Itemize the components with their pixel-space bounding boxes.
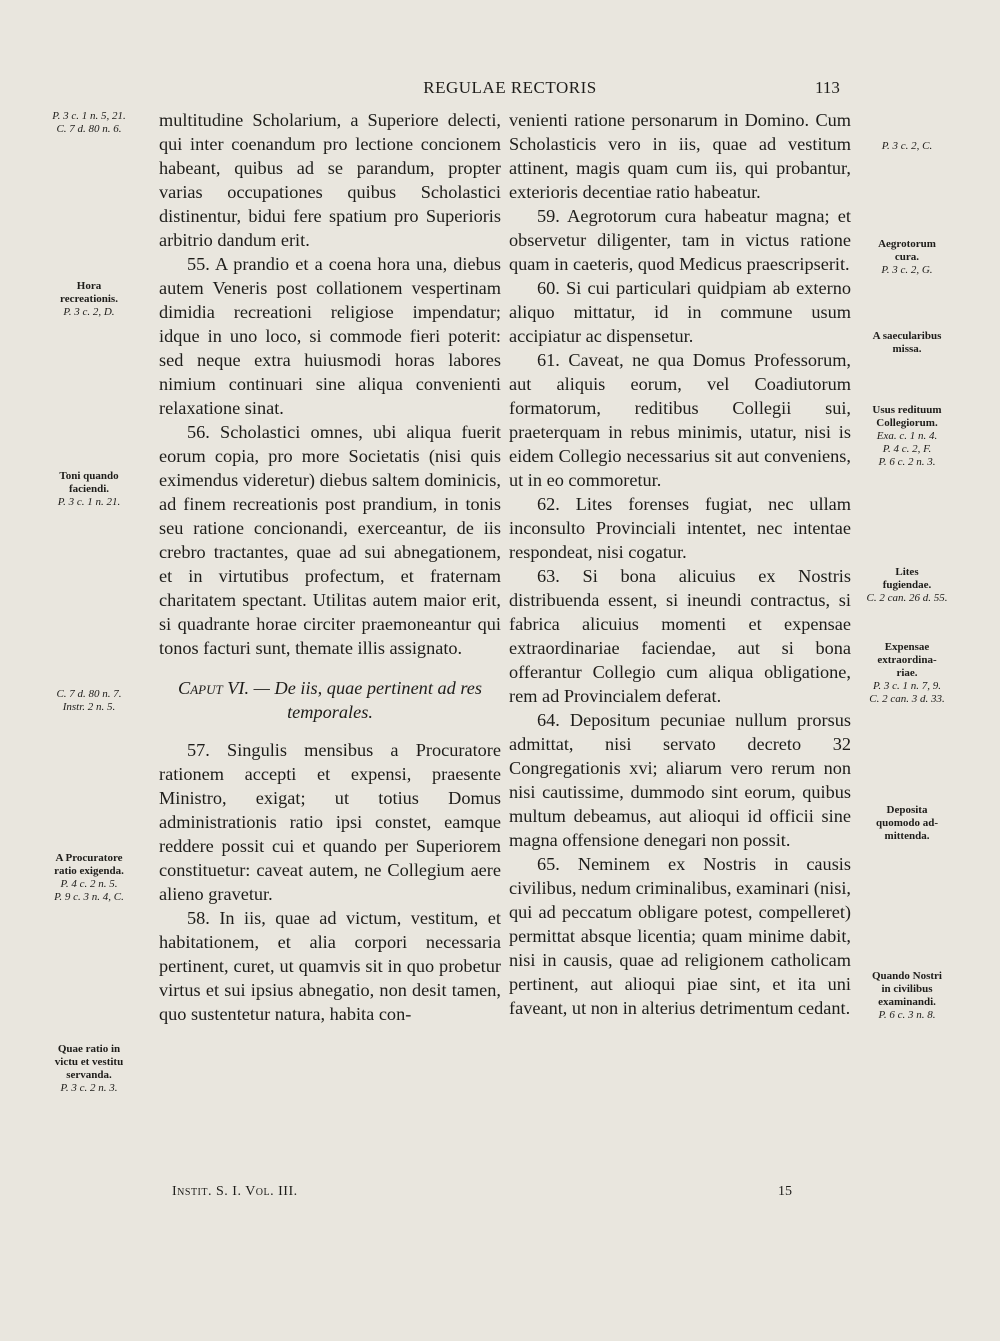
paragraph-61: 61. Caveat, ne qua Domus Professorum, aut aliquis eorum, vel Coadiutorum formatorum, reditibus Collegii sui, praeterquam in rebus minimis, utatur, nisi is eidem Collegio necessarius sit aut conveniens, ut in eo commoretur.	[509, 350, 851, 490]
right-margin-note-8	[852, 970, 962, 1022]
margin-note: Hora	[76, 280, 102, 292]
right-margin-note-7	[852, 804, 962, 843]
margin-reference: P. 6 c. 2 n. 3.	[878, 456, 936, 468]
margin-note: Deposita	[886, 804, 928, 816]
margin-note: mittenda.	[884, 830, 930, 842]
margin-note: Expensae	[884, 641, 930, 653]
margin-reference: P. 3 c. 1 n. 7, 9.	[873, 680, 941, 692]
margin-note: Usus redituum	[872, 404, 942, 416]
margin-note: riae.	[896, 667, 918, 679]
margin-note: examinandi.	[878, 996, 936, 1008]
signature-line: Instit. S. I. Vol. III.	[172, 1184, 298, 1199]
margin-note: ratio exigenda.	[54, 865, 124, 877]
margin-reference: P. 3 c. 2, C.	[881, 140, 933, 152]
left-margin-note-1	[30, 110, 148, 136]
running-title: REGULAE RECTORIS	[423, 78, 597, 97]
margin-note: recreationis.	[60, 293, 118, 305]
margin-note: A Procuratore	[55, 852, 123, 864]
margin-note: missa.	[892, 343, 922, 355]
paragraph-57: 57. Singulis mensibus a Procuratore rationem accepti et expensi, praesente Ministro, exigat; ut totius Domus administrationis ratio ipsi constet, eamque reddere possit cui et quando per Superiorem constituetur: caveat autem, ne Collegium aere alieno gravetur.	[159, 740, 501, 904]
margin-reference: C. 7 d. 80 n. 6.	[56, 123, 122, 135]
paragraph-59: 59. Aegrotorum cura habeatur magna; et observetur diligenter, tam in victus ratione quam in caeteris, quod Medicus praescripserit.	[509, 206, 851, 274]
margin-note: Collegiorum.	[876, 417, 938, 429]
right-margin-note-2	[852, 238, 962, 277]
margin-note: quomodo ad-	[875, 817, 939, 829]
page-number: 113	[815, 78, 840, 97]
paragraph-58: 58. In iis, quae ad victum, vestitum, et habitationem, et alia corpori necessaria pertinent, curet, ut quamvis sit in quo probetur virtus et sui ipsius abnegatio, non desit tamen, quo sustentetur natura, habita con-	[159, 908, 501, 1024]
chapter-title: — De iis, quae pertinent ad res temporales.	[253, 678, 482, 722]
left-margin-note-3	[30, 470, 148, 509]
margin-note: victu et vestitu	[54, 1056, 124, 1068]
margin-note: Aegrotorum	[878, 238, 936, 250]
paragraph-continued-right: venienti ratione personarum in Domino. Cum Scholasticis vero in iis, quae ad vestitum attinent, magis quam cum iis, qui probantur, exterioris decentiae ratio habeatur.	[509, 110, 851, 202]
right-text-column	[509, 108, 851, 1020]
margin-reference: P. 4 c. 2, F.	[882, 443, 932, 455]
paragraph-65: 65. Neminem ex Nostris in causis civilibus, nedum criminalibus, examinari (nisi, qui ad peccatum obligare potest, compelleret) permittat absque licentia; quam minime dabit, nisi in causis, quae ad religionem catholicam pertinent, aut alioqui piae sint, et ita uni faveant, ut non in alterius detrimentum cedant.	[509, 854, 851, 1018]
margin-reference: C. 7 d. 80 n. 7.	[56, 688, 122, 700]
margin-note: Quando Nostri	[872, 970, 942, 982]
paragraph-56: 56. Scholastici omnes, ubi aliqua fuerit eorum copia, pro more Societatis (nisi quis eximendus videretur) diebus saltem dominicis, ad finem recreationis post prandium, in tonis seu ratione concionandi, exerceantur, de iis crebro tractantes, quae ad sui abnegationem, et in virtutibus profectum, et fraternam charitatem spectant. Utilitas autem maior erit, si quadrante horae circiter praemoneantur qui tonos facturi sunt, themate illis assignato.	[159, 422, 501, 658]
margin-note: extraordina-	[877, 654, 937, 666]
paragraph-55: 55. A prandio et a coena hora una, diebus autem Veneris post collationem vespertinam dimidia recreationi religiose impendatur; idque in uno loco, si commode fieri poterit: sed neque extra huiusmodi horas labores nimium continuari sine aliqua convenienti relaxatione sinat.	[159, 254, 501, 418]
margin-note: A saecularibus	[872, 330, 942, 342]
margin-note: faciendi.	[68, 483, 110, 495]
margin-reference: P. 3 c. 2 n. 3.	[60, 1082, 118, 1094]
paragraph-64: 64. Depositum pecuniae nullum prorsus admittat, nisi servato decreto 32 Congregationis xvi; aliarum vero rerum non nisi cautissime, dummodo sint eorum, quibus multum debeamus, aut alioqui id officii sine magna offensione denegari non possit.	[509, 710, 851, 850]
left-margin-note-5	[30, 852, 148, 904]
margin-reference: P. 6 c. 3 n. 8.	[878, 1009, 936, 1021]
margin-note: cura.	[894, 251, 920, 263]
margin-reference: P. 4 c. 2 n. 5.	[60, 878, 118, 890]
chapter-label: Caput VI.	[178, 678, 250, 698]
sheet-number: 15	[778, 1184, 792, 1199]
right-margin-note-3	[852, 330, 962, 356]
right-margin-note-1	[852, 140, 962, 153]
page-footer	[0, 1184, 1000, 1206]
running-head	[0, 78, 1000, 102]
margin-reference: Instr. 2 n. 5.	[62, 701, 116, 713]
margin-note: Lites	[895, 566, 919, 578]
paragraph-continued: multitudine Scholarium, a Superiore delecti, qui inter coenandum pro lectione concionem habeant, quibus ad se parandum, propter varias occupationes quibus Scholastici distinentur, bidui fere spatium pro Superioris arbitrio dandum erit.	[159, 110, 501, 250]
paragraph-63: 63. Si bona alicuius ex Nostris distribuenda essent, si ineundi contractus, si fabrica alicuius momenti et expensae extraordinariae faciendae, aut si bona offerantur Collegio cum aliqua obligatione, rem ad Provincialem deferat.	[509, 566, 851, 706]
margin-reference: P. 9 c. 3 n. 4, C.	[54, 891, 124, 903]
left-text-column	[159, 108, 501, 1026]
margin-note: Toni quando	[59, 470, 119, 482]
margin-reference: P. 3 c. 1 n. 21.	[57, 496, 121, 508]
margin-reference: P. 3 c. 2, D.	[63, 306, 115, 318]
margin-reference: C. 2 can. 26 d. 55.	[866, 592, 948, 604]
margin-note: fugiendae.	[882, 579, 932, 591]
margin-reference: Exa. c. 1 n. 4.	[876, 430, 938, 442]
margin-note: Quae ratio in	[57, 1043, 121, 1055]
margin-reference: P. 3 c. 2, G.	[881, 264, 933, 276]
margin-note: in civilibus	[881, 983, 933, 995]
margin-reference: C. 2 can. 3 d. 33.	[869, 693, 945, 705]
left-margin-note-4	[30, 688, 148, 714]
right-margin-note-6	[852, 641, 962, 706]
paragraph-62: 62. Lites forenses fugiat, nec ullam inconsulto Provinciali intentet, nec intentae respondeat, nisi cogatur.	[509, 494, 851, 562]
right-margin-note-4	[852, 404, 962, 469]
left-margin-note-2	[30, 280, 148, 319]
left-margin-note-6	[30, 1043, 148, 1095]
paragraph-60: 60. Si cui particulari quidpiam ab externo aliquo mittatur, id in commune usum accipiatur ac dispensetur.	[509, 278, 851, 346]
right-margin-note-5	[852, 566, 962, 605]
chapter-heading	[159, 676, 501, 724]
margin-note: servanda.	[66, 1069, 112, 1081]
margin-reference: P. 3 c. 1 n. 5, 21.	[52, 110, 126, 122]
